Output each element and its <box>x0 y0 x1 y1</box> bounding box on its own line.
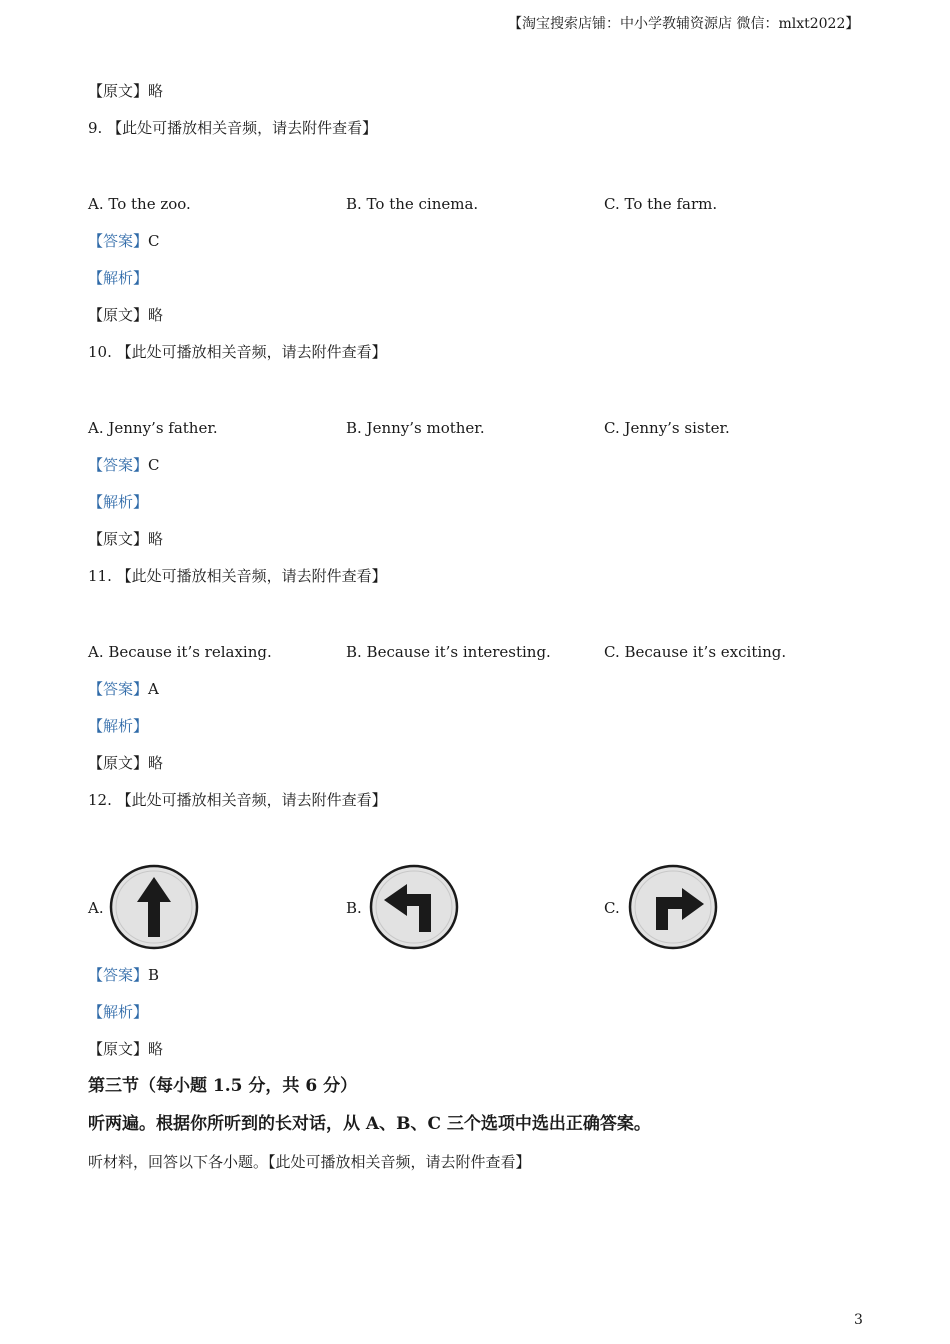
question-10-analysis: 【解析】 <box>88 493 149 511</box>
question-10-prompt: 10. 【此处可播放相关音频，请去附件查看】 <box>88 343 387 361</box>
arrow-turn-left-icon <box>369 864 459 950</box>
question-10-option-b: B. Jenny’s mother. <box>346 419 485 437</box>
question-10-option-c: C. Jenny’s sister. <box>604 419 730 437</box>
question-10-original-text: 【原文】略 <box>88 530 164 548</box>
page-header: 【淘宝搜索店铺：中小学教辅资源店 微信：mlxt2022】 <box>508 16 860 32</box>
arrow-turn-right-icon <box>628 864 718 950</box>
question-9-analysis: 【解析】 <box>88 269 149 287</box>
section-3-instruction: 听两遍。根据你所听到的长对话，从 A、B、C 三个选项中选出正确答案。 <box>88 1114 651 1134</box>
section-3-material: 听材料，回答以下各小题。【此处可播放相关音频，请去附件查看】 <box>88 1153 531 1171</box>
answer-label: 【答案】 <box>88 680 149 698</box>
section-3-title: 第三节（每小题 1.5 分，共 6 分） <box>88 1076 358 1096</box>
question-11-prompt: 11. 【此处可播放相关音频，请去附件查看】 <box>88 567 387 585</box>
question-12-original-text: 【原文】略 <box>88 1040 164 1058</box>
question-12-analysis: 【解析】 <box>88 1003 149 1021</box>
question-12-option-c-image <box>628 864 718 955</box>
answer-label: 【答案】 <box>88 232 149 250</box>
q8-original-text: 【原文】略 <box>88 82 164 100</box>
question-11-analysis: 【解析】 <box>88 717 149 735</box>
question-12-option-a-label: A. <box>88 899 104 917</box>
question-9-option-b: B. To the cinema. <box>346 195 479 213</box>
question-9-prompt: 9. 【此处可播放相关音频，请去附件查看】 <box>88 119 378 137</box>
question-9-answer <box>88 231 160 251</box>
question-10-answer <box>88 455 160 475</box>
question-12-option-b-image <box>369 864 459 955</box>
question-12-answer <box>88 965 159 985</box>
question-12-option-a-image <box>109 864 199 955</box>
arrow-up-icon <box>109 864 199 950</box>
page-number: 3 <box>854 1312 863 1328</box>
question-12-option-b-label: B. <box>346 899 362 917</box>
question-11-original-text: 【原文】略 <box>88 754 164 772</box>
question-11-answer <box>88 679 159 699</box>
question-9-original-text: 【原文】略 <box>88 306 164 324</box>
question-10-option-a: A. Jenny’s father. <box>88 419 218 437</box>
question-11-option-b: B. Because it’s interesting. <box>346 643 551 661</box>
answer-label: 【答案】 <box>88 966 149 984</box>
question-9-option-a: A. To the zoo. <box>88 195 191 213</box>
answer-value: A <box>148 680 159 698</box>
question-12-option-c-label: C. <box>604 899 620 917</box>
question-11-option-c: C. Because it’s exciting. <box>604 643 787 661</box>
answer-value: B <box>148 966 160 984</box>
answer-value: C <box>148 232 160 250</box>
answer-value: C <box>148 456 160 474</box>
answer-label: 【答案】 <box>88 456 149 474</box>
question-11-option-a: A. Because it’s relaxing. <box>88 643 272 661</box>
question-12-prompt: 12. 【此处可播放相关音频，请去附件查看】 <box>88 791 387 809</box>
question-9-option-c: C. To the farm. <box>604 195 718 213</box>
